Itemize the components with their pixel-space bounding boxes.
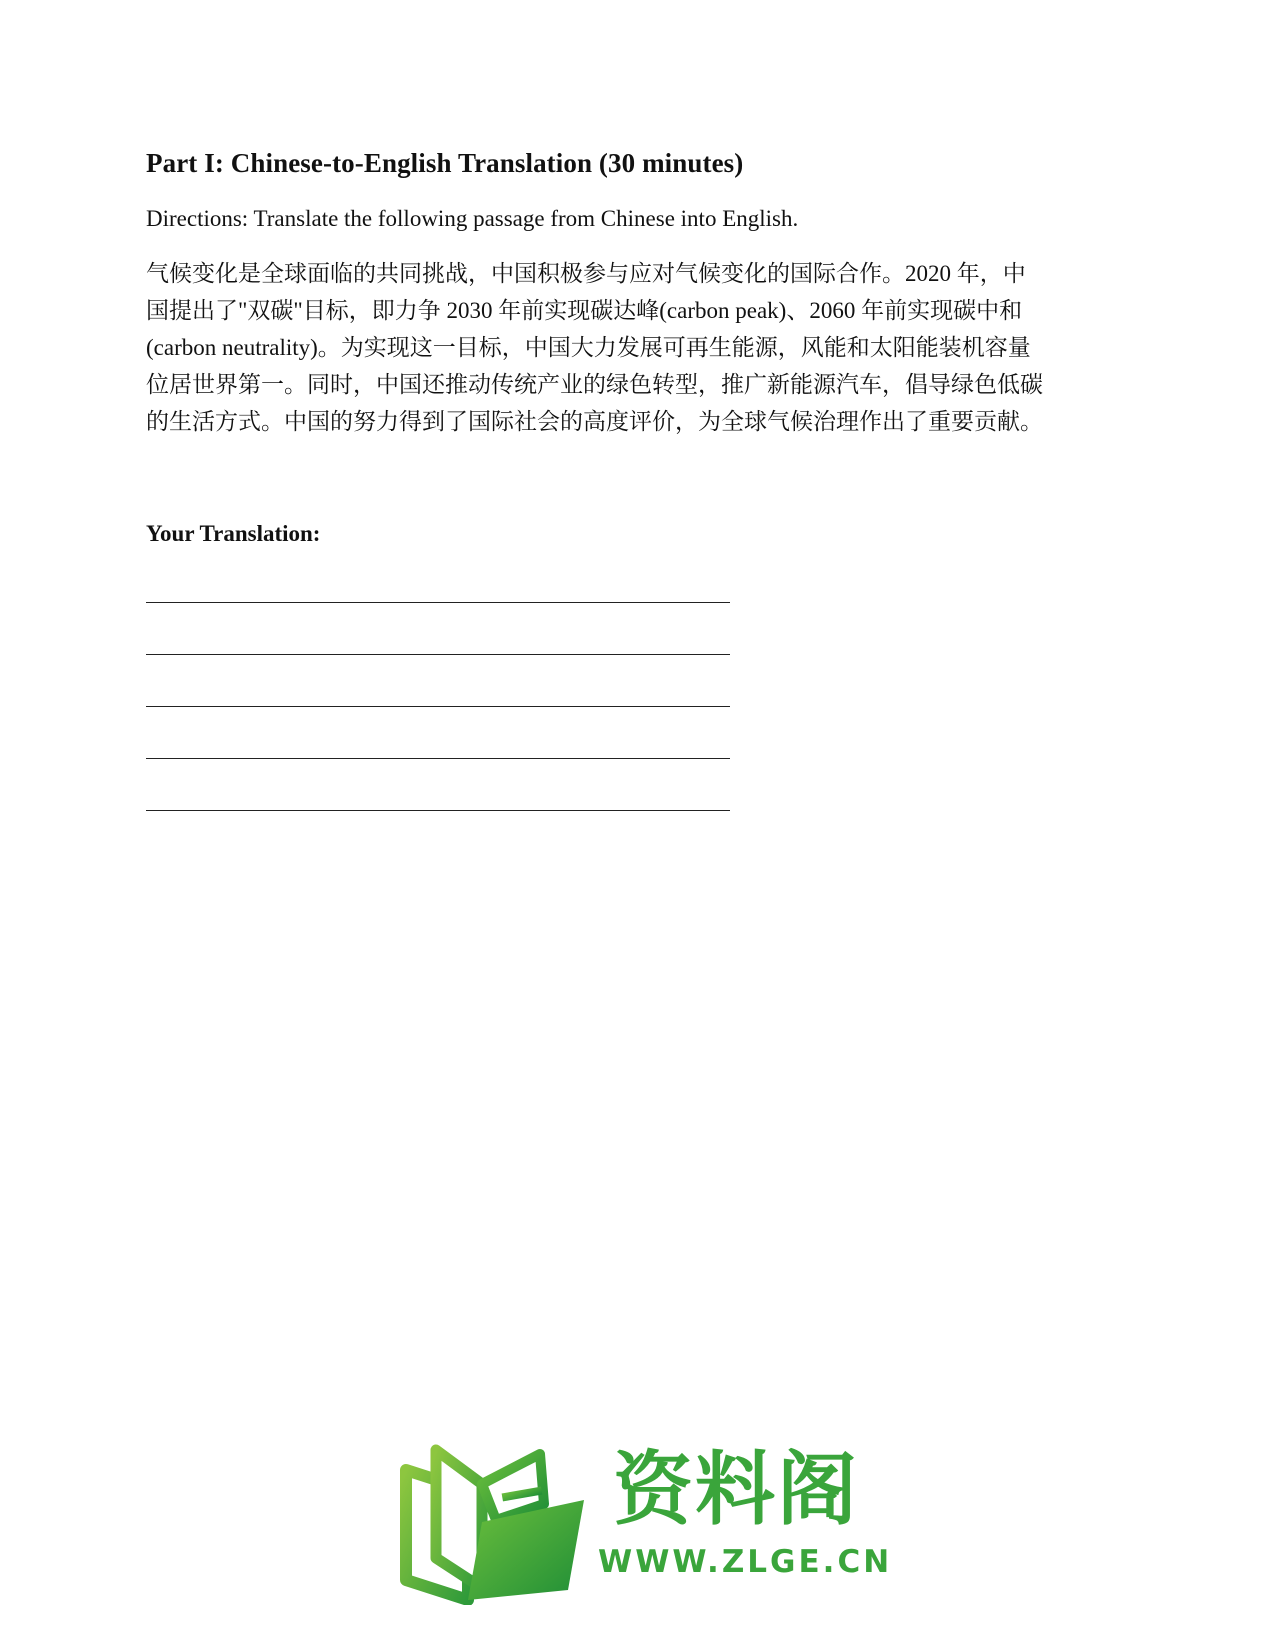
answer-label: Your Translation:: [146, 521, 321, 546]
watermark-url: WWW.ZLGE.CN: [598, 1544, 893, 1580]
passage-text: [146, 255, 1121, 440]
answer-line: [146, 655, 730, 707]
directions-text: Directions: Translate the following passage from Chinese into English.: [146, 206, 799, 231]
answer-line: [146, 603, 730, 655]
book-folder-icon: [398, 1440, 598, 1605]
passage-line: 气候变化是全球面临的共同挑战，中国积极参与应对气候变化的国际合作。2020 年，中: [146, 261, 1026, 286]
passage-line: (carbon neutrality)。为实现这一目标，中国大力发展可再生能源，风能和太阳能装机容量: [146, 335, 1031, 360]
answer-lines: [146, 580, 731, 811]
answer-line: [146, 707, 730, 759]
watermark-title: 资料阁: [613, 1443, 859, 1536]
answer-line: [146, 759, 730, 811]
passage-line: 国提出了"双碳"目标，即力争 2030 年前实现碳达峰(carbon peak)、2060 年前实现碳中和: [146, 298, 1023, 323]
section-heading: Part I: Chinese-to-English Translation (30 minutes): [146, 148, 744, 178]
answer-line: [146, 580, 730, 603]
passage-line: 位居世界第一。同时，中国还推动传统产业的绿色转型，推广新能源汽车，倡导绿色低碳: [146, 372, 1043, 397]
passage-line: 的生活方式。中国的努力得到了国际社会的高度评价，为全球气候治理作出了重要贡献。: [146, 409, 1043, 434]
watermark-logo: [398, 1440, 893, 1605]
